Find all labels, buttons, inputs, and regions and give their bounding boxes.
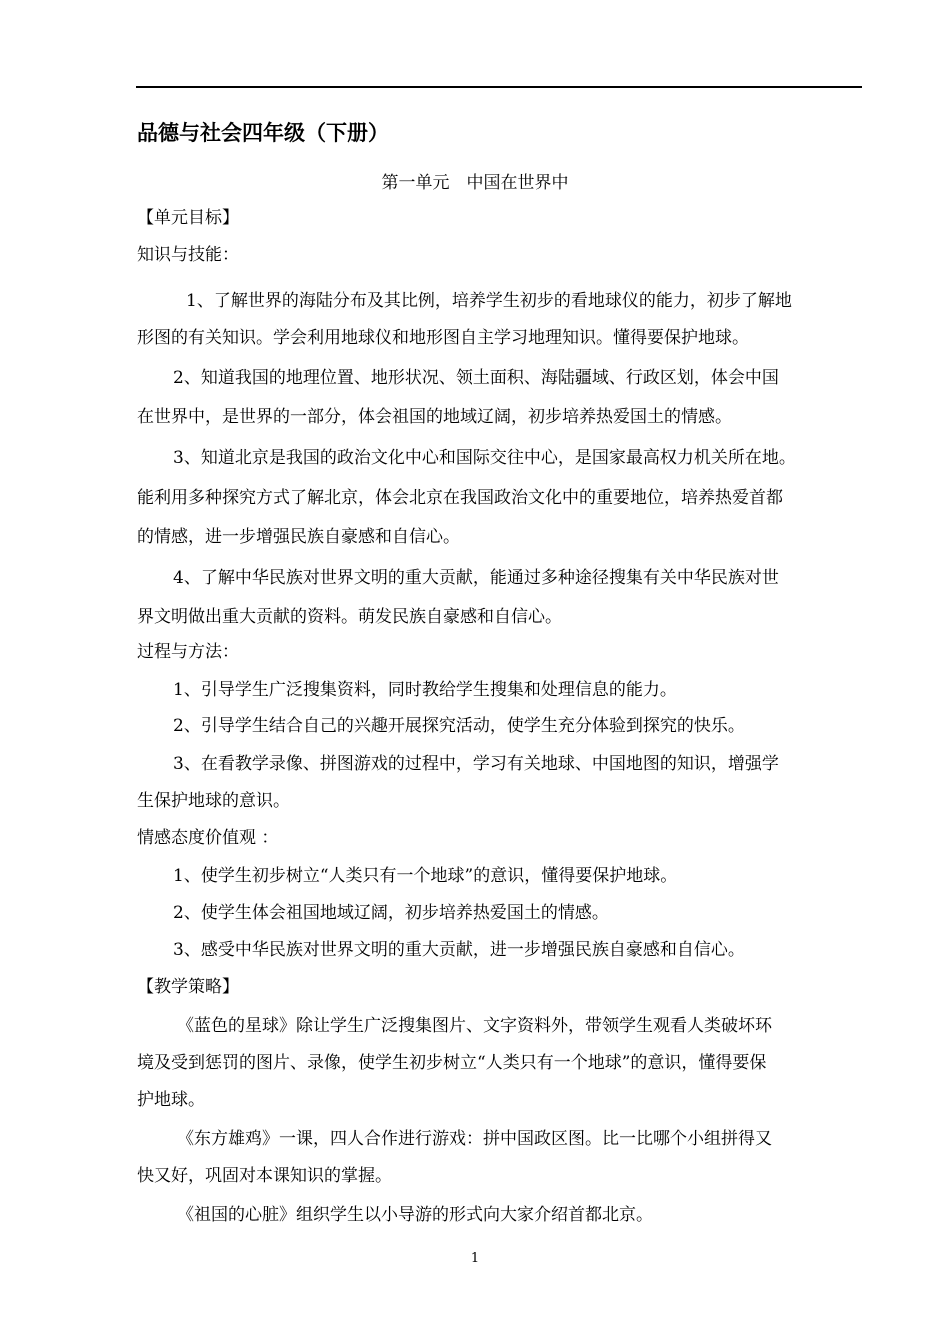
strategy-item-2-line-2: 快又好，巩固对本课知识的掌握。	[137, 1166, 392, 1186]
strategy-item-3: 《祖国的心脏》组织学生以小导游的形式向大家介绍首都北京。	[177, 1205, 653, 1225]
process-item-3-line-2: 生保护地球的意识。	[137, 791, 290, 811]
knowledge-item-4-line-1: 4、了解中华民族对世界文明的重大贡献，能通过多种途径搜集有关中华民族对世	[173, 568, 779, 588]
section-heading-unit-goals: 【单元目标】	[137, 208, 239, 228]
header-rule	[136, 86, 862, 88]
process-item-2: 2、引导学生结合自己的兴趣开展探究活动，使学生充分体验到探究的快乐。	[173, 716, 745, 736]
subheading-emotion-values: 情感态度价值观 ：	[137, 828, 279, 848]
strategy-item-1-line-1: 《蓝色的星球》除让学生广泛搜集图片、文字资料外，带领学生观看人类破坏环	[177, 1016, 772, 1036]
subheading-knowledge-skills: 知识与技能：	[137, 245, 239, 265]
process-item-1: 1、引导学生广泛搜集资料，同时教给学生搜集和处理信息的能力。	[173, 680, 677, 700]
knowledge-item-2-line-2: 在世界中，是世界的一部分，体会祖国的地域辽阔，初步培养热爱国土的情感。	[137, 407, 732, 427]
strategy-item-1-line-3: 护地球。	[137, 1090, 205, 1110]
emotion-item-2: 2、使学生体会祖国地域辽阔，初步培养热爱国土的情感。	[173, 903, 609, 923]
page-number: 1	[470, 1251, 480, 1266]
section-heading-teaching-strategy: 【教学策略】	[137, 977, 239, 997]
process-item-3-line-1: 3、在看教学录像、拼图游戏的过程中，学习有关地球、中国地图的知识，增强学	[173, 754, 779, 774]
knowledge-item-4-line-2: 界文明做出重大贡献的资料。萌发民族自豪感和自信心。	[137, 607, 562, 627]
strategy-item-2-line-1: 《东方雄鸡》一课，四人合作进行游戏：拼中国政区图。比一比哪个小组拼得又	[177, 1129, 772, 1149]
knowledge-item-3-line-2: 能利用多种探究方式了解北京，体会北京在我国政治文化中的重要地位，培养热爱首都	[137, 488, 783, 508]
knowledge-item-3-line-1: 3、知道北京是我国的政治文化中心和国际交往中心，是国家最高权力机关所在地。	[173, 448, 796, 468]
knowledge-item-1-line-2: 形图的有关知识。学会利用地球仪和地形图自主学习地理知识。懂得要保护地球。	[137, 328, 749, 348]
strategy-item-1-line-2: 境及受到惩罚的图片、录像，使学生初步树立“人类只有一个地球”的意识，懂得要保	[137, 1053, 767, 1073]
unit-title: 第一单元 中国在世界中	[381, 173, 569, 193]
knowledge-item-2-line-1: 2、知道我国的地理位置、地形状况、领土面积、海陆疆域、行政区划，体会中国	[173, 368, 779, 388]
subheading-process-methods: 过程与方法：	[137, 642, 239, 662]
emotion-item-3: 3、感受中华民族对世界文明的重大贡献，进一步增强民族自豪感和自信心。	[173, 940, 745, 960]
knowledge-item-1-line-1: 1、了解世界的海陆分布及其比例，培养学生初步的看地球仪的能力，初步了解地	[186, 291, 792, 311]
emotion-item-1: 1、使学生初步树立“人类只有一个地球”的意识，懂得要保护地球。	[173, 866, 678, 886]
knowledge-item-3-line-3: 的情感，进一步增强民族自豪感和自信心。	[137, 527, 460, 547]
document-title: 品德与社会四年级（下册）	[137, 121, 389, 145]
